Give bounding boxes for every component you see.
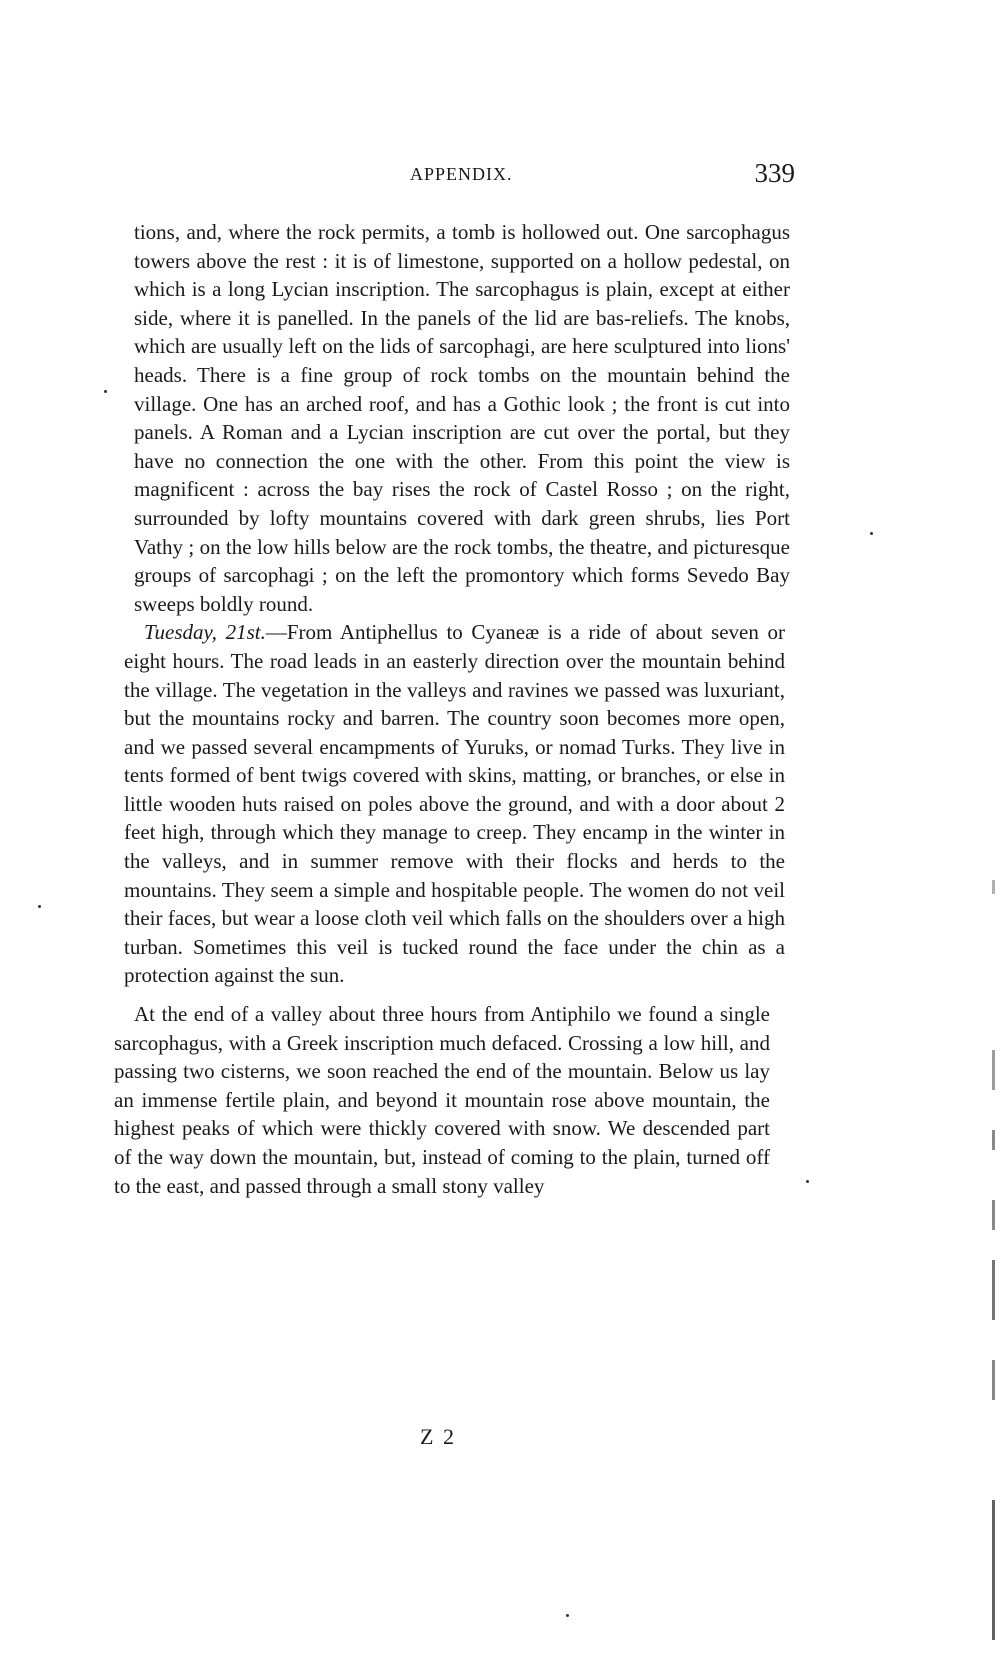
- scan-edge-mark: [992, 1500, 995, 1640]
- scan-speck: [806, 1180, 809, 1183]
- paragraph-text: —From Antiphellus to Cyaneæ is a ride of about seven or eight hours. The road leads in an easterly direction over the mountain behind the village. The vegetation in the valleys and ravines we passed was luxuriant, but the mountains rocky and barren. The country soon becomes more open, and we passed several encampments of Yuruks, or nomad Turks. They live in tents formed of bent twigs covered with skins, matting, or branches, or else in little wooden huts raised on poles above the ground, and with a door about 2 feet high, through which they manage to creep. They encamp in the winter in the valleys, and in summer remove with their flocks and herds to the mountains. They seem a simple and hospitable people. The women do not veil their faces, but wear a loose cloth veil which falls on the shoulders over a high turban. Sometimes this veil is tucked round the face under the chin as a protection against the sun.: [124, 620, 785, 988]
- paragraph-tombs: [134, 218, 790, 618]
- signature-mark: [0, 1424, 1000, 1458]
- signature-text: Z 2: [420, 1424, 456, 1449]
- scan-edge-mark: [992, 1260, 995, 1320]
- page-number: 339: [754, 158, 795, 188]
- running-head-title: APPENDIX.: [410, 164, 513, 184]
- paragraph-text: tions, and, where the rock permits, a tomb is hollowed out. One sarcophagus towers above the rest : it is of limestone, supported on a hollow pedestal, on which is a long Lycian inscription. The sarcophagus is plain, except at either side, where it is panelled. In the panels of the lid are bas-reliefs. The knobs, which are usually left on the lids of sarcophagi, are here sculptured into lions' heads. There is a fine group of rock tombs on the mountain behind the village. One has an arched roof, and has a Gothic look ; the front is cut into panels. A Roman and a Lycian inscription are cut over the portal, but they have no connection the one with the other. From this point the view is magnificent : across the bay rises the rock of Castel Rosso ; on the right, surrounded by lofty mountains covered with dark green shrubs, lies Port Vathy ; on the low hills below are the rock tombs, the theatre, and picturesque groups of sarcophagi ; on the left the promontory which forms Sevedo Bay sweeps boldly round.: [134, 220, 790, 616]
- running-head: [140, 158, 795, 198]
- body-text: [114, 218, 790, 1200]
- scan-edge-mark: [992, 880, 995, 894]
- scan-speck: [566, 1614, 569, 1617]
- scan-speck: [38, 905, 41, 908]
- paragraph-text: At the end of a valley about three hours from Antiphilo we found a single sarcophagus, with a Greek inscription much defaced. Crossing a low hill, and passing two cisterns, we soon reached the end of the mountain. Below us lay an immense fertile plain, and beyond it mountain rose above mountain, the highest peaks of which were thickly covered with snow. We descended part of the way down the mountain, but, instead of coming to the plain, turned off to the east, and passed through a small stony valley: [114, 1002, 770, 1198]
- scan-edge-mark: [992, 1130, 995, 1150]
- scan-edge-mark: [992, 1050, 995, 1090]
- scan-edge-mark: [992, 1200, 995, 1230]
- scan-speck: [870, 532, 873, 535]
- paragraph-valley: [114, 1000, 770, 1200]
- date-lead: Tuesday, 21st.: [144, 620, 266, 645]
- scan-edge-mark: [992, 1360, 995, 1400]
- paragraph-tuesday: [124, 618, 785, 990]
- scan-speck: [104, 390, 107, 393]
